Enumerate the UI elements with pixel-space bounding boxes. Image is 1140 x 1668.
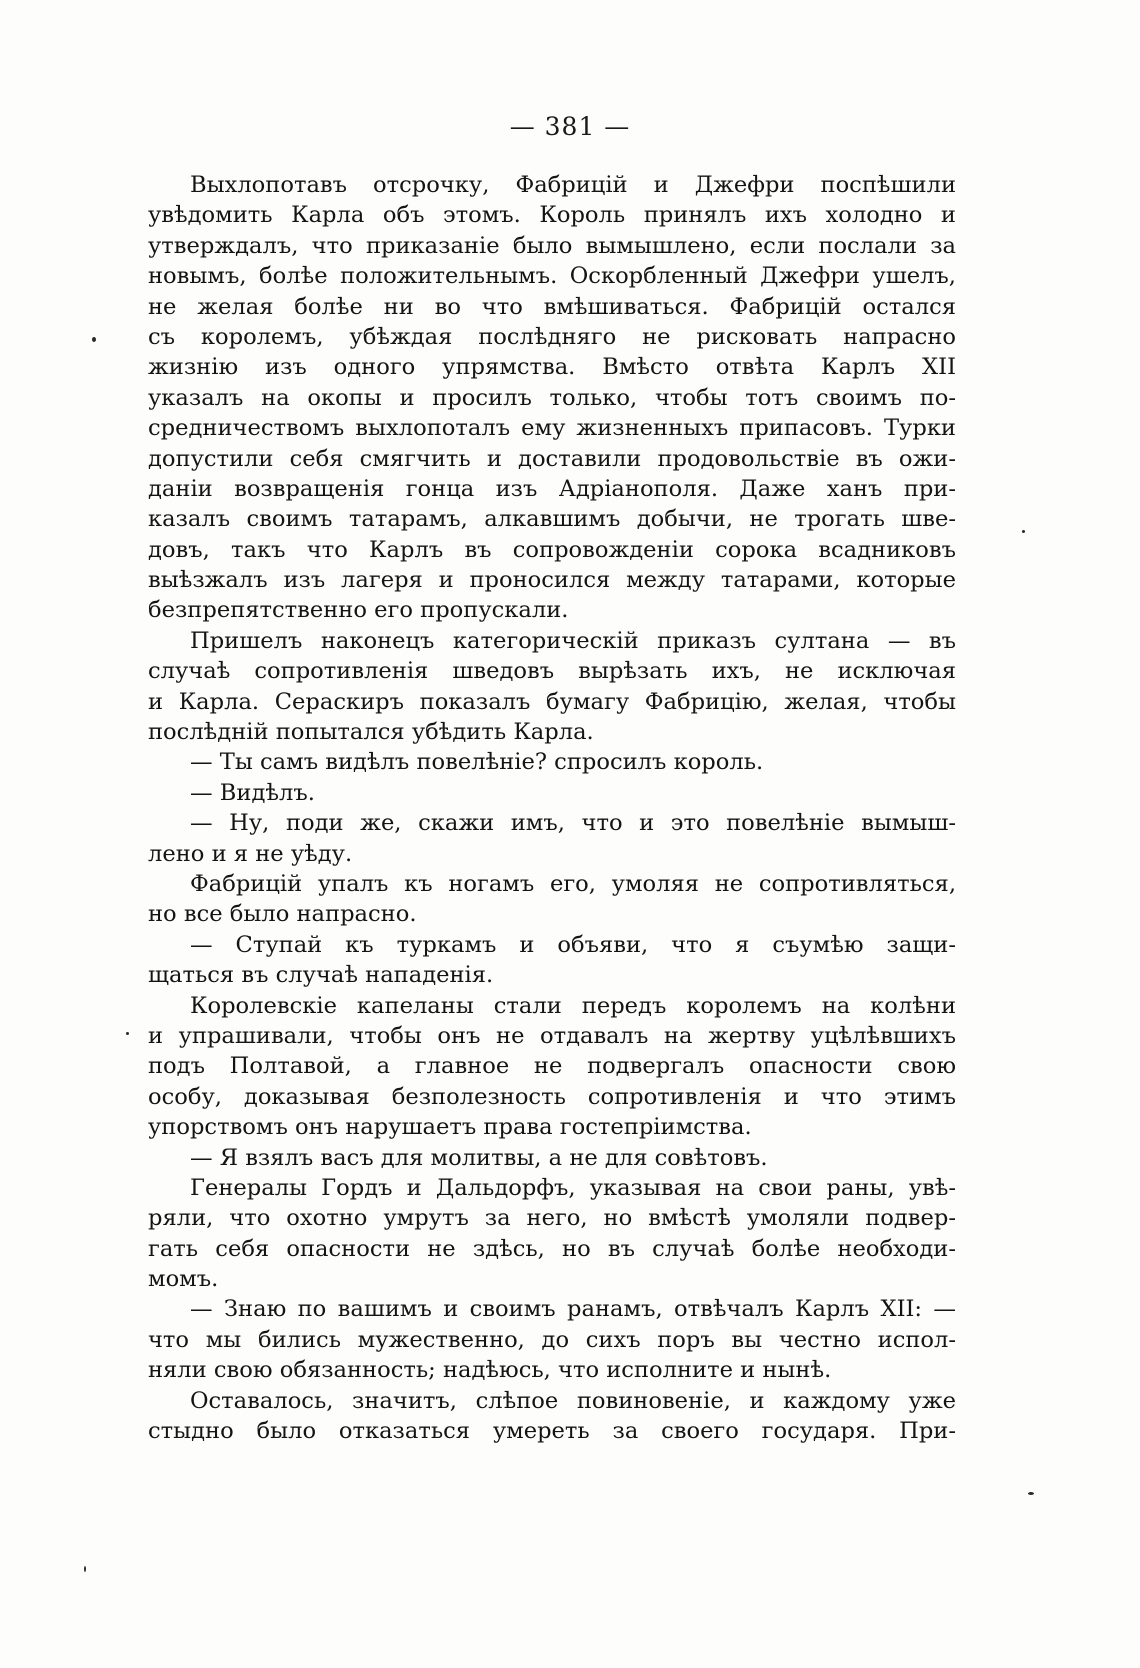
text-line: средничествомъ выхлопоталъ ему жизненныхъ припасовъ. Турки xyxy=(148,415,956,442)
text-line: новымъ, болѣе положительнымъ. Оскорбленный Джефри ушелъ, xyxy=(148,263,956,290)
dialogue-line: — Видѣлъ. xyxy=(190,779,315,806)
text-line: Фабрицій упалъ къ ногамъ его, умоляя не сопротивляться, xyxy=(190,870,956,897)
text-line: выѣзжалъ изъ лагеря и проносился между татарами, которые xyxy=(148,567,956,594)
dialogue-line: — Ну, поди же, скажи имъ, что и это повелѣніе вымыш- xyxy=(190,810,956,837)
page-number: — 381 — xyxy=(509,112,631,141)
text-line: но все было напрасно. xyxy=(148,901,417,928)
text-line: допустили себя смягчить и доставили продовольствіе въ ожи- xyxy=(148,445,956,472)
dialogue-line: — Ты самъ видѣлъ повелѣніе? спросилъ король. xyxy=(190,749,764,776)
text-line: Пришелъ наконецъ категорическій приказъ султана — въ xyxy=(190,627,956,654)
text-line: даніи возвращенія гонца изъ Адріанополя. Даже ханъ при- xyxy=(148,475,956,502)
scan-speck xyxy=(92,337,96,342)
scan-speck xyxy=(1022,530,1025,533)
text-line: увѣдомить Карла объ этомъ. Король принялъ ихъ холодно и xyxy=(148,202,956,229)
text-line: щаться въ случаѣ нападенія. xyxy=(148,962,494,989)
dialogue-line: — Я взялъ васъ для молитвы, а не для совѣтовъ. xyxy=(190,1144,768,1171)
scan-speck xyxy=(126,1032,129,1035)
text-line: съ королемъ, убѣждая послѣдняго не рисковать напрасно xyxy=(148,323,956,350)
scan-speck xyxy=(1028,1492,1034,1495)
text-line: казалъ своимъ татарамъ, алкавшимъ добычи, не трогать шве- xyxy=(148,506,956,533)
text-line: гать себя опасности не здѣсь, но въ случаѣ болѣе необходи- xyxy=(148,1235,956,1262)
text-line: особу, доказывая безполезность сопротивленія и что этимъ xyxy=(148,1083,956,1110)
text-line: Выхлопотавъ отсрочку, Фабрицій и Джефри поспѣшили xyxy=(190,172,956,198)
text-line: не желая болѣе ни во что вмѣшиваться. Фабрицій остался xyxy=(148,293,956,320)
text-line: послѣдній попытался убѣдить Карла. xyxy=(148,719,594,746)
text-line: лено и я не уѣду. xyxy=(148,840,353,867)
text-line: указалъ на окопы и просилъ только, чтобы тотъ своимъ по- xyxy=(148,384,956,411)
text-line: упорствомъ онъ нарушаетъ права гостепріимства. xyxy=(148,1114,752,1141)
text-line: стыдно было отказаться умереть за своего государя. При- xyxy=(148,1418,956,1445)
text-line: подъ Полтавой, а главное не подвергалъ опасности свою xyxy=(148,1053,956,1080)
text-line: довъ, такъ что Карлъ въ сопровожденіи сорока всадниковъ xyxy=(148,536,956,563)
text-line: Генералы Гордъ и Дальдорфъ, указывая на свои раны, увѣ- xyxy=(190,1174,956,1201)
text-line: няли свою обязанность; надѣюсь, что исполните и нынѣ. xyxy=(148,1357,832,1384)
text-line: момъ. xyxy=(148,1266,219,1293)
text-line: жизнію изъ одного упрямства. Вмѣсто отвѣта Карлъ XII xyxy=(148,354,956,381)
text-line: безпрепятственно его пропускали. xyxy=(148,597,569,624)
text-line: утверждалъ, что приказаніе было вымышлено, если послали за xyxy=(148,232,956,259)
dialogue-line: — Ступай къ туркамъ и объяви, что я съумѣю защи- xyxy=(190,931,956,958)
text-line: случаѣ сопротивленія шведовъ вырѣзать ихъ, не исключая xyxy=(148,658,956,685)
text-line: ряли, что охотно умрутъ за него, но вмѣстѣ умоляли подвер- xyxy=(148,1205,956,1232)
body-text xyxy=(148,170,956,1446)
dialogue-line: — Знаю по вашимъ и своимъ ранамъ, отвѣчалъ Карлъ XII: — xyxy=(190,1296,956,1323)
text-line: Королевскіе капеланы стали передъ королемъ на колѣни xyxy=(190,992,956,1019)
text-line: и Карла. Сераскиръ показалъ бумагу Фабрицію, желая, чтобы xyxy=(148,688,956,715)
text-line: Оставалось, значитъ, слѣпое повиновеніе, и каждому уже xyxy=(190,1387,956,1414)
text-line: и упрашивали, чтобы онъ не отдавалъ на жертву уцѣлѣвшихъ xyxy=(148,1022,956,1049)
text-line: что мы бились мужественно, до сихъ поръ вы честно испол- xyxy=(148,1326,956,1353)
scan-speck xyxy=(84,1566,86,1572)
